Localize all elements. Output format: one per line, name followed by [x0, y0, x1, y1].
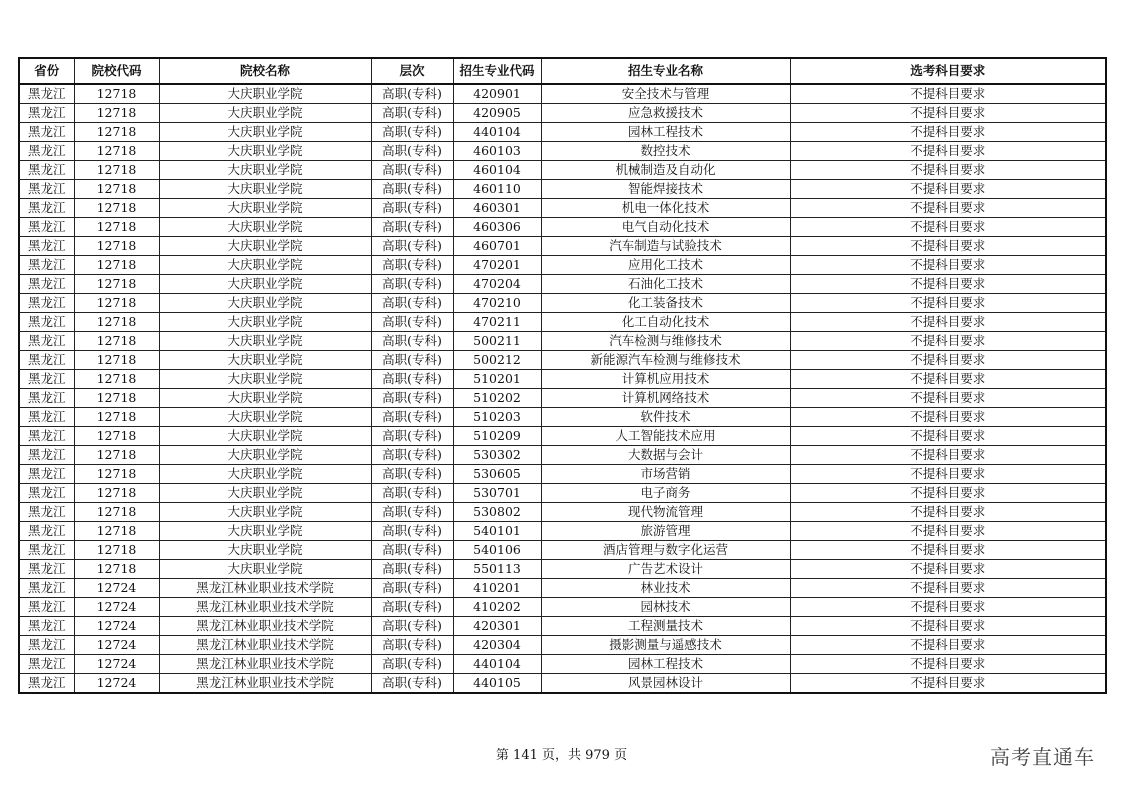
- table-row: [19, 218, 1106, 237]
- cell-school-name: 黑龙江林业职业技术学院: [159, 598, 371, 617]
- cell-major-code: 530802: [453, 503, 541, 522]
- cell-school-name: 大庆职业学院: [159, 332, 371, 351]
- table-row: [19, 370, 1106, 389]
- cell-major-code: 550113: [453, 560, 541, 579]
- cell-major-name: 石油化工技术: [541, 275, 790, 294]
- cell-province: 黑龙江: [19, 427, 74, 446]
- cell-province: 黑龙江: [19, 313, 74, 332]
- cell-school-code: 12718: [74, 294, 159, 313]
- cell-major-code: 530701: [453, 484, 541, 503]
- cell-province: 黑龙江: [19, 370, 74, 389]
- cell-school-code: 12724: [74, 579, 159, 598]
- cell-school-code: 12718: [74, 332, 159, 351]
- cell-major-name: 广告艺术设计: [541, 560, 790, 579]
- table-row: [19, 579, 1106, 598]
- table-row: [19, 408, 1106, 427]
- cell-level: 高职(专科): [371, 522, 453, 541]
- cell-school-name: 大庆职业学院: [159, 218, 371, 237]
- cell-major-name: 数控技术: [541, 142, 790, 161]
- cell-province: 黑龙江: [19, 503, 74, 522]
- header-major-code: 招生专业代码: [453, 58, 541, 84]
- cell-level: 高职(专科): [371, 389, 453, 408]
- cell-school-name: 大庆职业学院: [159, 161, 371, 180]
- table-row: [19, 484, 1106, 503]
- cell-level: 高职(专科): [371, 674, 453, 694]
- table-row: [19, 427, 1106, 446]
- cell-school-code: 12718: [74, 465, 159, 484]
- cell-subject-requirement: 不提科目要求: [790, 617, 1106, 636]
- cell-province: 黑龙江: [19, 389, 74, 408]
- cell-school-code: 12718: [74, 541, 159, 560]
- table-row: [19, 275, 1106, 294]
- cell-school-name: 黑龙江林业职业技术学院: [159, 655, 371, 674]
- cell-school-name: 大庆职业学院: [159, 180, 371, 199]
- cell-subject-requirement: 不提科目要求: [790, 560, 1106, 579]
- cell-level: 高职(专科): [371, 484, 453, 503]
- cell-major-code: 440104: [453, 655, 541, 674]
- cell-school-code: 12718: [74, 199, 159, 218]
- cell-province: 黑龙江: [19, 351, 74, 370]
- cell-subject-requirement: 不提科目要求: [790, 503, 1106, 522]
- cell-subject-requirement: 不提科目要求: [790, 180, 1106, 199]
- cell-level: 高职(专科): [371, 237, 453, 256]
- cell-level: 高职(专科): [371, 351, 453, 370]
- cell-subject-requirement: 不提科目要求: [790, 161, 1106, 180]
- cell-major-name: 工程测量技术: [541, 617, 790, 636]
- cell-school-code: 12718: [74, 123, 159, 142]
- cell-major-name: 安全技术与管理: [541, 84, 790, 104]
- table-row: [19, 351, 1106, 370]
- table-row: [19, 142, 1106, 161]
- cell-subject-requirement: 不提科目要求: [790, 541, 1106, 560]
- header-province: 省份: [19, 58, 74, 84]
- cell-school-code: 12718: [74, 275, 159, 294]
- cell-major-name: 应用化工技术: [541, 256, 790, 275]
- cell-subject-requirement: 不提科目要求: [790, 598, 1106, 617]
- cell-major-code: 410202: [453, 598, 541, 617]
- cell-major-name: 应急救援技术: [541, 104, 790, 123]
- cell-school-code: 12718: [74, 84, 159, 104]
- table-row: [19, 617, 1106, 636]
- cell-province: 黑龙江: [19, 237, 74, 256]
- cell-school-name: 大庆职业学院: [159, 104, 371, 123]
- cell-major-name: 软件技术: [541, 408, 790, 427]
- cell-school-name: 大庆职业学院: [159, 199, 371, 218]
- cell-major-code: 460301: [453, 199, 541, 218]
- cell-major-name: 大数据与会计: [541, 446, 790, 465]
- cell-province: 黑龙江: [19, 560, 74, 579]
- table-row: [19, 522, 1106, 541]
- cell-province: 黑龙江: [19, 199, 74, 218]
- cell-subject-requirement: 不提科目要求: [790, 389, 1106, 408]
- cell-subject-requirement: 不提科目要求: [790, 218, 1106, 237]
- cell-subject-requirement: 不提科目要求: [790, 674, 1106, 694]
- cell-school-name: 大庆职业学院: [159, 237, 371, 256]
- cell-major-code: 420301: [453, 617, 541, 636]
- cell-major-code: 540101: [453, 522, 541, 541]
- cell-school-code: 12718: [74, 351, 159, 370]
- cell-major-name: 计算机应用技术: [541, 370, 790, 389]
- cell-level: 高职(专科): [371, 256, 453, 275]
- cell-major-name: 园林工程技术: [541, 123, 790, 142]
- cell-province: 黑龙江: [19, 484, 74, 503]
- table-body: [19, 84, 1106, 693]
- cell-major-code: 470201: [453, 256, 541, 275]
- cell-school-name: 大庆职业学院: [159, 522, 371, 541]
- table-row: [19, 180, 1106, 199]
- cell-province: 黑龙江: [19, 674, 74, 694]
- cell-school-code: 12718: [74, 560, 159, 579]
- cell-subject-requirement: 不提科目要求: [790, 123, 1106, 142]
- cell-province: 黑龙江: [19, 655, 74, 674]
- table-row: [19, 598, 1106, 617]
- cell-province: 黑龙江: [19, 294, 74, 313]
- cell-level: 高职(专科): [371, 275, 453, 294]
- header-school-code: 院校代码: [74, 58, 159, 84]
- cell-major-name: 园林技术: [541, 598, 790, 617]
- cell-province: 黑龙江: [19, 446, 74, 465]
- table-row: [19, 674, 1106, 694]
- cell-subject-requirement: 不提科目要求: [790, 294, 1106, 313]
- cell-major-name: 机械制造及自动化: [541, 161, 790, 180]
- cell-school-code: 12724: [74, 636, 159, 655]
- table-row: [19, 256, 1106, 275]
- cell-level: 高职(专科): [371, 465, 453, 484]
- cell-subject-requirement: 不提科目要求: [790, 332, 1106, 351]
- cell-school-code: 12718: [74, 104, 159, 123]
- cell-subject-requirement: 不提科目要求: [790, 313, 1106, 332]
- cell-subject-requirement: 不提科目要求: [790, 636, 1106, 655]
- cell-major-name: 汽车制造与试验技术: [541, 237, 790, 256]
- cell-subject-requirement: 不提科目要求: [790, 408, 1106, 427]
- cell-major-name: 园林工程技术: [541, 655, 790, 674]
- cell-level: 高职(专科): [371, 104, 453, 123]
- table-row: [19, 161, 1106, 180]
- cell-major-code: 530605: [453, 465, 541, 484]
- cell-major-code: 500212: [453, 351, 541, 370]
- table-row: [19, 104, 1106, 123]
- cell-school-code: 12724: [74, 617, 159, 636]
- table-row: [19, 541, 1106, 560]
- cell-school-code: 12718: [74, 446, 159, 465]
- cell-major-name: 计算机网络技术: [541, 389, 790, 408]
- cell-subject-requirement: 不提科目要求: [790, 465, 1106, 484]
- cell-major-code: 460110: [453, 180, 541, 199]
- cell-province: 黑龙江: [19, 104, 74, 123]
- table-row: [19, 332, 1106, 351]
- header-level: 层次: [371, 58, 453, 84]
- table-row: [19, 655, 1106, 674]
- cell-school-name: 大庆职业学院: [159, 560, 371, 579]
- cell-subject-requirement: 不提科目要求: [790, 655, 1106, 674]
- cell-major-name: 汽车检测与维修技术: [541, 332, 790, 351]
- table-row: [19, 503, 1106, 522]
- cell-level: 高职(专科): [371, 199, 453, 218]
- cell-level: 高职(专科): [371, 579, 453, 598]
- cell-subject-requirement: 不提科目要求: [790, 579, 1106, 598]
- cell-major-name: 机电一体化技术: [541, 199, 790, 218]
- cell-level: 高职(专科): [371, 503, 453, 522]
- cell-major-code: 470204: [453, 275, 541, 294]
- cell-school-code: 12718: [74, 370, 159, 389]
- cell-level: 高职(专科): [371, 313, 453, 332]
- cell-school-name: 大庆职业学院: [159, 503, 371, 522]
- cell-school-name: 黑龙江林业职业技术学院: [159, 579, 371, 598]
- cell-subject-requirement: 不提科目要求: [790, 275, 1106, 294]
- cell-province: 黑龙江: [19, 617, 74, 636]
- cell-province: 黑龙江: [19, 598, 74, 617]
- cell-province: 黑龙江: [19, 332, 74, 351]
- cell-school-name: 大庆职业学院: [159, 370, 371, 389]
- cell-subject-requirement: 不提科目要求: [790, 104, 1106, 123]
- cell-school-code: 12718: [74, 522, 159, 541]
- cell-major-name: 旅游管理: [541, 522, 790, 541]
- cell-subject-requirement: 不提科目要求: [790, 256, 1106, 275]
- table-row: [19, 446, 1106, 465]
- cell-subject-requirement: 不提科目要求: [790, 199, 1106, 218]
- cell-major-code: 510203: [453, 408, 541, 427]
- cell-province: 黑龙江: [19, 522, 74, 541]
- cell-school-code: 12718: [74, 161, 159, 180]
- cell-school-code: 12718: [74, 408, 159, 427]
- header-major-name: 招生专业名称: [541, 58, 790, 84]
- cell-subject-requirement: 不提科目要求: [790, 446, 1106, 465]
- cell-major-code: 420901: [453, 84, 541, 104]
- cell-major-name: 化工装备技术: [541, 294, 790, 313]
- table-header-row: [19, 58, 1106, 84]
- table-row: [19, 465, 1106, 484]
- cell-major-name: 林业技术: [541, 579, 790, 598]
- cell-level: 高职(专科): [371, 84, 453, 104]
- cell-level: 高职(专科): [371, 161, 453, 180]
- cell-major-code: 420304: [453, 636, 541, 655]
- cell-major-code: 510201: [453, 370, 541, 389]
- cell-school-code: 12724: [74, 655, 159, 674]
- cell-school-name: 大庆职业学院: [159, 541, 371, 560]
- cell-major-name: 摄影测量与遥感技术: [541, 636, 790, 655]
- cell-school-code: 12718: [74, 503, 159, 522]
- cell-province: 黑龙江: [19, 84, 74, 104]
- cell-major-code: 460104: [453, 161, 541, 180]
- cell-subject-requirement: 不提科目要求: [790, 142, 1106, 161]
- cell-province: 黑龙江: [19, 408, 74, 427]
- cell-major-code: 410201: [453, 579, 541, 598]
- cell-level: 高职(专科): [371, 446, 453, 465]
- cell-major-code: 530302: [453, 446, 541, 465]
- page-number: 第 141 页，共 979 页: [495, 748, 628, 763]
- cell-school-code: 12718: [74, 142, 159, 161]
- header-school-name: 院校名称: [159, 58, 371, 84]
- cell-level: 高职(专科): [371, 541, 453, 560]
- table-row: [19, 237, 1106, 256]
- cell-major-code: 500211: [453, 332, 541, 351]
- cell-school-code: 12718: [74, 427, 159, 446]
- cell-subject-requirement: 不提科目要求: [790, 351, 1106, 370]
- cell-school-code: 12718: [74, 237, 159, 256]
- table-row: [19, 389, 1106, 408]
- table-row: [19, 560, 1106, 579]
- cell-province: 黑龙江: [19, 142, 74, 161]
- cell-subject-requirement: 不提科目要求: [790, 522, 1106, 541]
- table-row: [19, 199, 1106, 218]
- cell-level: 高职(专科): [371, 408, 453, 427]
- cell-school-name: 黑龙江林业职业技术学院: [159, 636, 371, 655]
- cell-school-name: 大庆职业学院: [159, 294, 371, 313]
- cell-major-code: 440104: [453, 123, 541, 142]
- cell-school-name: 大庆职业学院: [159, 484, 371, 503]
- cell-major-code: 460701: [453, 237, 541, 256]
- cell-school-name: 大庆职业学院: [159, 142, 371, 161]
- cell-major-code: 540106: [453, 541, 541, 560]
- cell-school-name: 大庆职业学院: [159, 408, 371, 427]
- cell-major-code: 440105: [453, 674, 541, 694]
- cell-province: 黑龙江: [19, 218, 74, 237]
- cell-school-name: 大庆职业学院: [159, 275, 371, 294]
- cell-major-code: 510202: [453, 389, 541, 408]
- cell-subject-requirement: 不提科目要求: [790, 84, 1106, 104]
- cell-major-name: 电子商务: [541, 484, 790, 503]
- cell-school-name: 大庆职业学院: [159, 446, 371, 465]
- cell-subject-requirement: 不提科目要求: [790, 370, 1106, 389]
- cell-province: 黑龙江: [19, 636, 74, 655]
- cell-level: 高职(专科): [371, 617, 453, 636]
- cell-level: 高职(专科): [371, 598, 453, 617]
- cell-major-code: 460103: [453, 142, 541, 161]
- table-row: [19, 294, 1106, 313]
- cell-province: 黑龙江: [19, 541, 74, 560]
- cell-subject-requirement: 不提科目要求: [790, 484, 1106, 503]
- cell-major-name: 酒店管理与数字化运营: [541, 541, 790, 560]
- cell-major-name: 风景园林设计: [541, 674, 790, 694]
- cell-level: 高职(专科): [371, 560, 453, 579]
- cell-province: 黑龙江: [19, 161, 74, 180]
- cell-school-code: 12718: [74, 484, 159, 503]
- cell-school-name: 大庆职业学院: [159, 427, 371, 446]
- cell-major-name: 人工智能技术应用: [541, 427, 790, 446]
- cell-school-code: 12718: [74, 256, 159, 275]
- cell-level: 高职(专科): [371, 427, 453, 446]
- cell-province: 黑龙江: [19, 256, 74, 275]
- cell-school-name: 大庆职业学院: [159, 465, 371, 484]
- cell-major-code: 470211: [453, 313, 541, 332]
- admission-table: [18, 57, 1107, 694]
- cell-level: 高职(专科): [371, 655, 453, 674]
- cell-school-code: 12724: [74, 674, 159, 694]
- cell-major-name: 现代物流管理: [541, 503, 790, 522]
- cell-level: 高职(专科): [371, 370, 453, 389]
- cell-school-code: 12724: [74, 598, 159, 617]
- cell-level: 高职(专科): [371, 218, 453, 237]
- cell-major-name: 化工自动化技术: [541, 313, 790, 332]
- cell-major-name: 电气自动化技术: [541, 218, 790, 237]
- cell-major-code: 510209: [453, 427, 541, 446]
- cell-province: 黑龙江: [19, 180, 74, 199]
- cell-school-name: 大庆职业学院: [159, 351, 371, 370]
- cell-major-name: 智能焊接技术: [541, 180, 790, 199]
- cell-school-code: 12718: [74, 218, 159, 237]
- cell-school-name: 黑龙江林业职业技术学院: [159, 674, 371, 694]
- cell-level: 高职(专科): [371, 636, 453, 655]
- cell-province: 黑龙江: [19, 123, 74, 142]
- cell-province: 黑龙江: [19, 465, 74, 484]
- table-row: [19, 123, 1106, 142]
- cell-school-code: 12718: [74, 313, 159, 332]
- cell-level: 高职(专科): [371, 180, 453, 199]
- header-subject-requirement: 选考科目要求: [790, 58, 1106, 84]
- cell-school-code: 12718: [74, 389, 159, 408]
- cell-school-name: 大庆职业学院: [159, 123, 371, 142]
- cell-major-name: 市场营销: [541, 465, 790, 484]
- cell-school-name: 大庆职业学院: [159, 84, 371, 104]
- cell-level: 高职(专科): [371, 332, 453, 351]
- cell-school-name: 大庆职业学院: [159, 256, 371, 275]
- cell-school-code: 12718: [74, 180, 159, 199]
- cell-level: 高职(专科): [371, 142, 453, 161]
- cell-school-name: 大庆职业学院: [159, 389, 371, 408]
- watermark-logo: 高考直通车: [990, 745, 1095, 769]
- table-row: [19, 636, 1106, 655]
- cell-school-name: 大庆职业学院: [159, 313, 371, 332]
- cell-level: 高职(专科): [371, 294, 453, 313]
- cell-major-code: 420905: [453, 104, 541, 123]
- cell-major-name: 新能源汽车检测与维修技术: [541, 351, 790, 370]
- cell-subject-requirement: 不提科目要求: [790, 427, 1106, 446]
- cell-level: 高职(专科): [371, 123, 453, 142]
- table-row: [19, 313, 1106, 332]
- cell-school-name: 黑龙江林业职业技术学院: [159, 617, 371, 636]
- cell-province: 黑龙江: [19, 275, 74, 294]
- cell-major-code: 470210: [453, 294, 541, 313]
- table-row: [19, 84, 1106, 104]
- cell-province: 黑龙江: [19, 579, 74, 598]
- cell-subject-requirement: 不提科目要求: [790, 237, 1106, 256]
- cell-major-code: 460306: [453, 218, 541, 237]
